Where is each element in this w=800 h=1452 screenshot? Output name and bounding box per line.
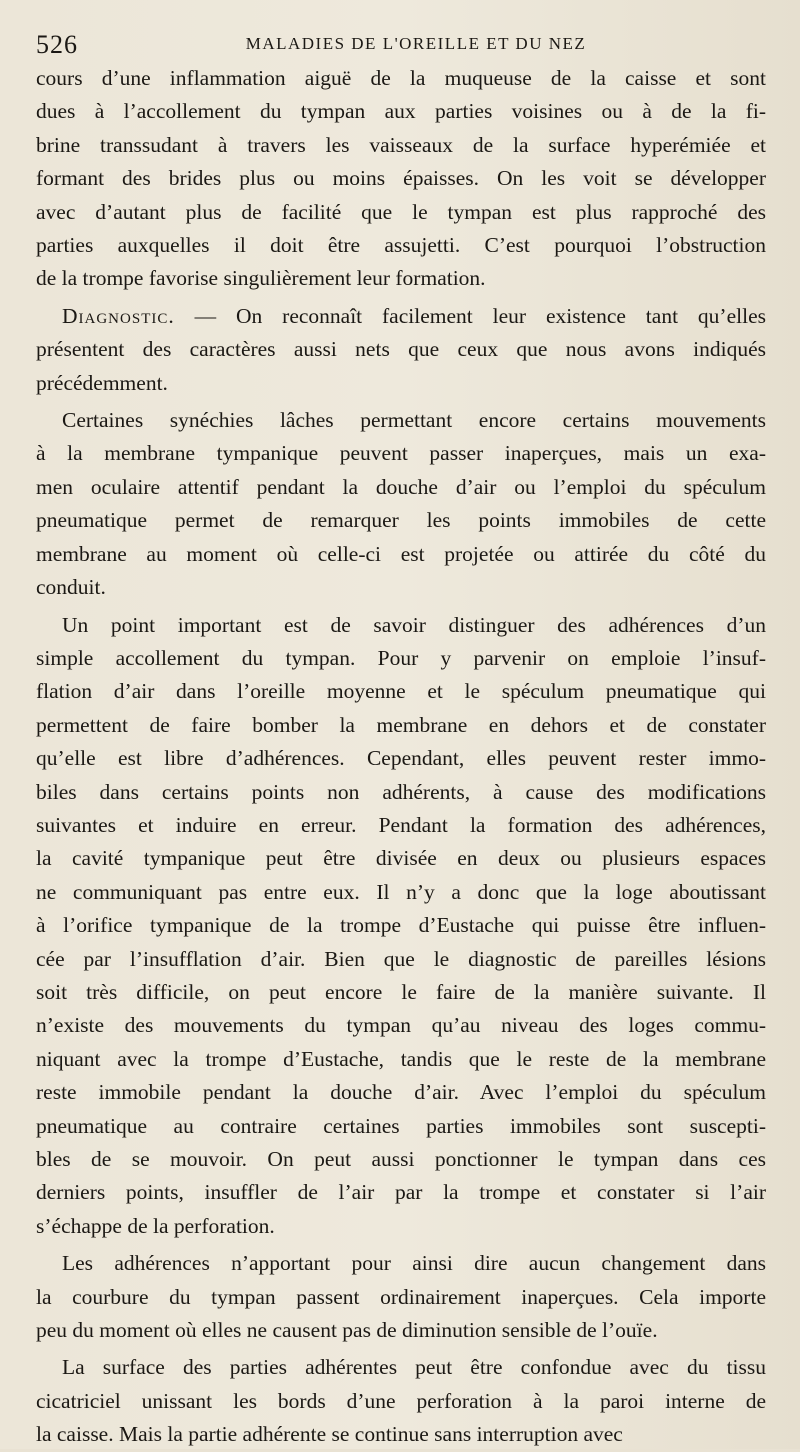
text-line: à la membrane tympanique peuvent passer inaperçues, mais un exa- <box>36 441 766 466</box>
paragraph <box>36 1247 766 1347</box>
text-line: biles dans certains points non adhérents, à cause des modifications <box>36 779 766 804</box>
text-line: la courbure du tympan passent ordinairement inaperçues. Cela importe <box>36 1284 766 1309</box>
section-heading: Diagnostic. <box>62 303 175 328</box>
text-line: ne communiquant pas entre eux. Il n’y a donc que la loge aboutissant <box>36 879 766 904</box>
text-line: permettent de faire bomber la membrane en dehors et de constater <box>36 712 766 737</box>
paragraph <box>36 62 766 296</box>
text-line: parties auxquelles il doit être assujetti. C’est pourquoi l’obstruction <box>36 233 766 258</box>
text-line: s’échappe de la perforation. <box>36 1213 275 1238</box>
text-line: conduit. <box>36 575 106 600</box>
text-line: dues à l’accollement du tympan aux parties voisines ou à de la fi- <box>36 99 766 124</box>
running-title: MALADIES DE L'OREILLE ET DU NEZ <box>245 34 587 53</box>
text-line: avec d’autant plus de facilité que le tympan est plus rapproché des <box>36 199 766 224</box>
text-line: Certaines synéchies lâches permettant encore certains mouvements <box>62 408 766 433</box>
text-line: men oculaire attentif pendant la douche d’air ou l’emploi du spéculum <box>36 474 766 499</box>
text-line: pneumatique au contraire certaines parties immobiles sont suscepti- <box>36 1113 766 1138</box>
text-line: Les adhérences n’apportant pour ainsi dire aucun changement dans <box>62 1251 766 1276</box>
text-line: simple accollement du tympan. Pour y parvenir on emploie l’insuf- <box>36 645 766 670</box>
text-line: reste immobile pendant la douche d’air. Avec l’emploi du spéculum <box>36 1080 766 1105</box>
text-line: cicatriciel unissant les bords d’une perforation à la paroi interne de <box>36 1388 766 1413</box>
running-head <box>36 22 766 62</box>
paragraph <box>36 404 766 604</box>
text-line: La surface des parties adhérentes peut être confondue avec du tissu <box>62 1355 766 1380</box>
text-line: précédemment. <box>36 370 168 395</box>
text-line: n’existe des mouvements du tympan qu’au niveau des loges commu- <box>36 1013 766 1038</box>
text-line: flation d’air dans l’oreille moyenne et le spéculum pneumatique qui <box>36 679 766 704</box>
text-line: cée par l’insufflation d’air. Bien que le diagnostic de pareilles lésions <box>36 946 766 971</box>
paragraph <box>36 300 766 400</box>
text-line: pneumatique permet de remarquer les points immobiles de cette <box>36 508 766 533</box>
text-line: de la trompe favorise singulièrement leur formation. <box>36 266 486 291</box>
text-line: cours d’une inflammation aiguë de la muqueuse de la caisse et sont <box>36 66 766 90</box>
line-text: — On reconnaît facilement leur existence tant qu’elles <box>174 303 766 328</box>
text-line: suivantes et induire en erreur. Pendant la formation des adhérences, <box>36 812 766 837</box>
text-line: la cavité tympanique peut être divisée en deux ou plusieurs espaces <box>36 846 766 871</box>
text-line: à l’orifice tympanique de la trompe d’Eustache qui puisse être influen- <box>36 913 766 938</box>
text-line: niquant avec la trompe d’Eustache, tandis que le reste de la membrane <box>36 1046 766 1071</box>
text-line: formant des brides plus ou moins épaisses. On les voit se développer <box>36 166 766 191</box>
text-line: bles de se mouvoir. On peut aussi ponctionner le tympan dans ces <box>36 1147 766 1171</box>
text-line: la caisse. Mais la partie adhérente se continue sans interruption avec <box>36 1422 623 1447</box>
paragraph <box>36 1351 766 1451</box>
paragraph <box>36 609 766 1244</box>
page-number: 526 <box>36 30 78 59</box>
text-line <box>36 300 766 333</box>
text-line: brine transsudant à travers les vaisseaux de la surface hyperémiée et <box>36 132 766 157</box>
text-line: membrane au moment où celle-ci est projetée ou attirée du côté du <box>36 541 766 566</box>
text-line: présentent des caractères aussi nets que ceux que nous avons indiqués <box>36 337 766 362</box>
text-line: derniers points, insuffler de l’air par la trompe et constater si l’air <box>36 1180 766 1205</box>
text-line: peu du moment où elles ne causent pas de diminution sensible de l’ouïe. <box>36 1318 658 1343</box>
text-line: qu’elle est libre d’adhérences. Cependant, elles peuvent rester immo- <box>36 746 766 771</box>
text-line: Un point important est de savoir distinguer des adhérences d’un <box>62 612 766 637</box>
text-line: soit très difficile, on peut encore le faire de la manière suivante. Il <box>36 979 766 1004</box>
body-text <box>36 62 766 1452</box>
